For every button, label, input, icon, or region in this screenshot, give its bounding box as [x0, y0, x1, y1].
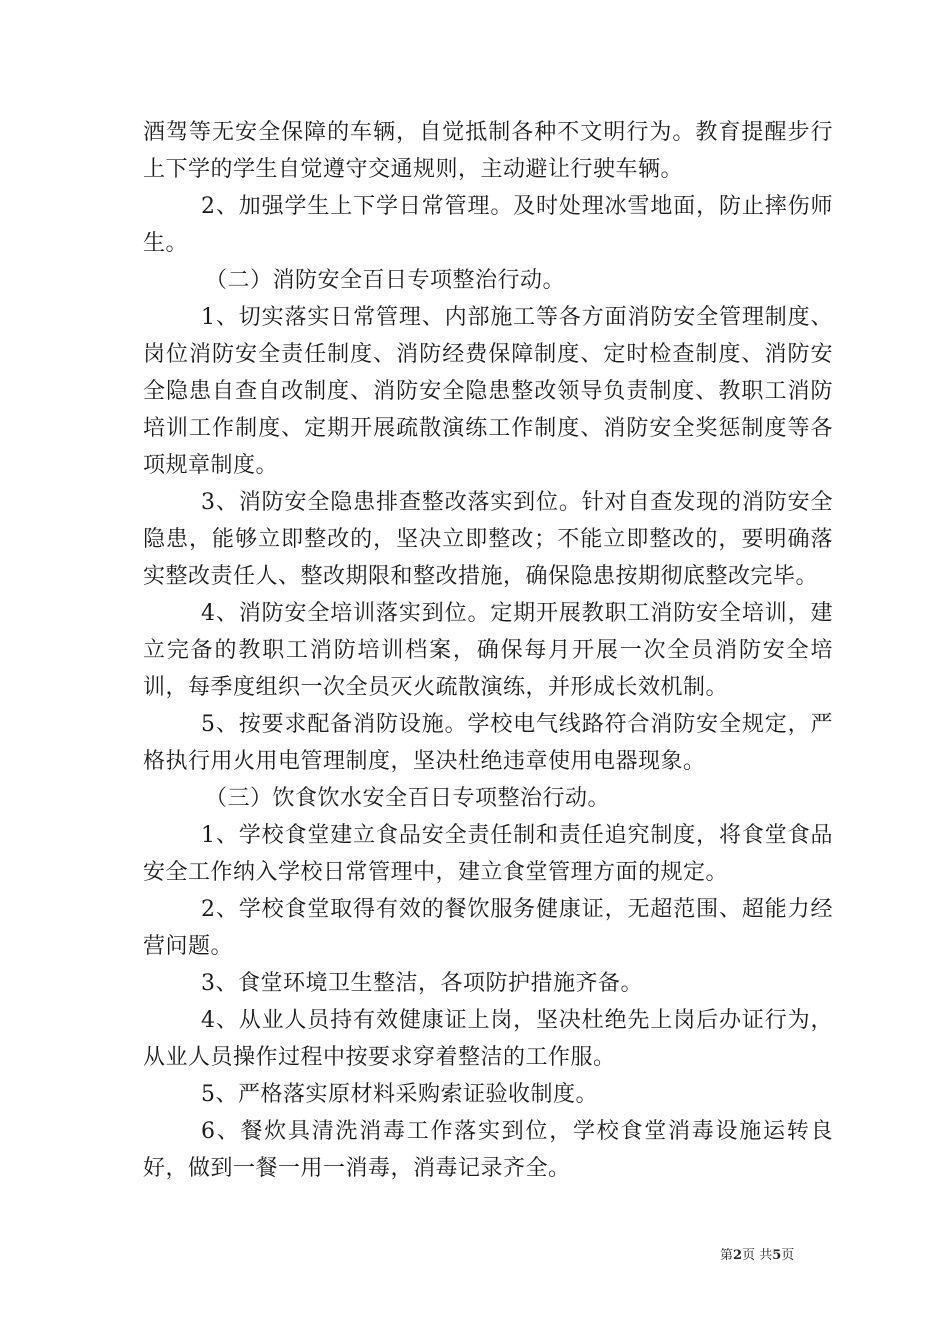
total-pages-number: 5 [772, 1248, 782, 1263]
paragraph-item: 3、食堂环境卫生整洁，各项防护措施齐备。 [201, 971, 643, 996]
paragraph-item: 2、学校食堂取得有效的餐饮服务健康证，无超范围、超能力经营问题。 [143, 897, 833, 959]
document-body [143, 114, 833, 1187]
paragraph-item: 1、切实落实日常管理、内部施工等各方面消防安全管理制度、岗位消防安全责任制度、消防经费保障制度、定时检查制度、消防安全隐患自查自改制度、消防安全隐患整改领导负责制度、教职工消防培训工作制度、定期开展疏散演练工作制度、消防安全奖惩制度等各项规章制度。 [143, 305, 833, 478]
footer-middle: 页 共 [742, 1248, 773, 1263]
footer-prefix: 第 [720, 1248, 734, 1263]
paragraph-item: 2、加强学生上下学日常管理。及时处理冰雪地面，防止摔伤师生。 [143, 194, 833, 256]
paragraph-continuation: 酒驾等无安全保障的车辆，自觉抵制各种不文明行为。教育提醒步行上下学的学生自觉遵守交通规则，主动避让行驶车辆。 [143, 120, 833, 182]
paragraph-item: 6、餐炊具清洗消毒工作落实到位，学校食堂消毒设施运转良好，做到一餐一用一消毒，消毒记录齐全。 [143, 1119, 833, 1181]
footer-suffix: 页 [781, 1248, 795, 1263]
paragraph-item: 5、严格落实原材料采购索证验收制度。 [201, 1082, 598, 1107]
section-heading: （三）饮食饮水安全百日专项整治行动。 [205, 786, 611, 811]
section-heading: （二）消防安全百日专项整治行动。 [205, 268, 566, 293]
paragraph-item: 3、消防安全隐患排查整改落实到位。针对自查发现的消防安全隐患，能够立即整改的，坚决立即整改；不能立即整改的，要明确落实整改责任人、整改期限和整改措施，确保隐患按期彻底整改完毕。 [143, 490, 833, 589]
page-number-footer [720, 1244, 794, 1263]
current-page-number: 2 [733, 1248, 743, 1263]
paragraph-item: 5、按要求配备消防设施。学校电气线路符合消防安全规定，严格执行用火用电管理制度，坚决杜绝违章使用电器现象。 [143, 712, 833, 774]
paragraph-item: 1、学校食堂建立食品安全责任制和责任追究制度，将食堂食品安全工作纳入学校日常管理中，建立食堂管理方面的规定。 [143, 823, 833, 885]
paragraph-item: 4、消防安全培训落实到位。定期开展教职工消防安全培训，建立完备的教职工消防培训档案，确保每月开展一次全员消防安全培训，每季度组织一次全员灭火疏散演练，并形成长效机制。 [143, 601, 833, 700]
paragraph-item: 4、从业人员持有效健康证上岗，坚决杜绝先上岗后办证行为，从业人员操作过程中按要求穿着整洁的工作服。 [143, 1008, 833, 1070]
